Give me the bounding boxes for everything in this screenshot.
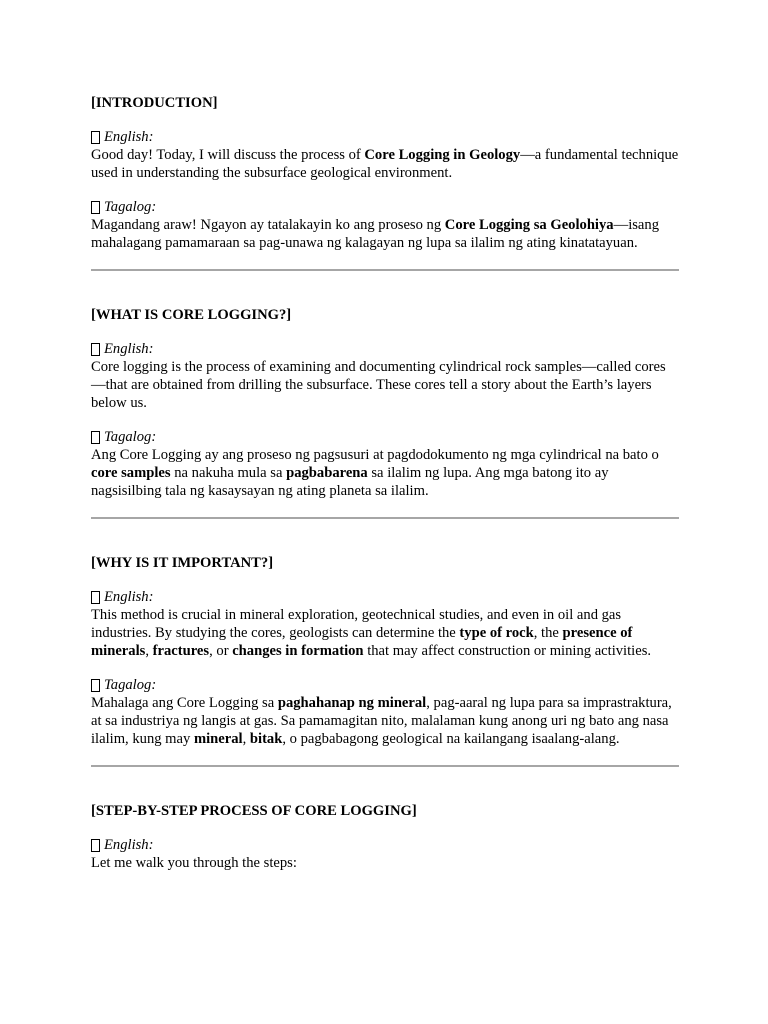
text-run: —a fundamental technique used in understanding the subsurface geological environment. (91, 147, 679, 181)
text-run: Ang Core Logging ay ang proseso ng pagsusuri at pagdodokumento ng mga cylindrical na bato o (91, 447, 659, 463)
text-run: —isang mahalagang pamamaraan sa pag-unawa ng kalagayan ng lupa sa ilalim ng ating kinatatayuan. (91, 217, 659, 251)
bold-text: paghahanap ng mineral (277, 695, 427, 711)
section (91, 94, 679, 252)
language-label (91, 676, 679, 694)
missing-glyph-icon (91, 201, 100, 214)
language-label-text: Tagalog: (104, 677, 157, 693)
language-label (91, 128, 679, 146)
text-run: , pag-aaral ng lupa para sa imprastraktura, at sa industriya ng langis at gas. Sa pamamagitan nito, malalaman kung anong uri ng bato ang nasa ilalim, kung may (91, 695, 672, 747)
text-run: that may affect construction or mining activities. (363, 643, 652, 659)
paragraph (91, 358, 679, 412)
paragraph (91, 694, 679, 748)
text-run: Magandang araw! Ngayon ay tatalakayin ko ang proseso ng (91, 217, 445, 233)
missing-glyph-icon (91, 431, 100, 444)
language-label (91, 588, 679, 606)
bold-text: core samples (91, 465, 171, 481)
text-run: This method is crucial in mineral exploration, geotechnical studies, and even in oil and gas industries. By studying the cores, geologists can determine the (91, 607, 622, 641)
section (91, 554, 679, 748)
missing-glyph-icon (91, 679, 100, 692)
text-run: Let me walk you through the steps: (91, 855, 297, 871)
bold-text: pagbabarena (286, 465, 368, 481)
missing-glyph-icon (91, 131, 100, 144)
language-label-text: Tagalog: (104, 429, 157, 445)
language-label-text: English: (104, 837, 154, 853)
language-label (91, 198, 679, 216)
missing-glyph-icon (91, 591, 100, 604)
bold-text: presence of minerals (91, 625, 633, 659)
text-run: , or (209, 643, 233, 659)
paragraph (91, 854, 679, 872)
text-run: Mahalaga ang Core Logging sa (91, 695, 278, 711)
language-label-text: Tagalog: (104, 199, 157, 215)
document-page (91, 94, 679, 872)
section-heading: [STEP-BY-STEP PROCESS OF CORE LOGGING] (91, 803, 417, 819)
bold-text: type of rock (459, 625, 534, 641)
text-run: , the (533, 625, 563, 641)
bold-text: fractures (152, 643, 210, 659)
missing-glyph-icon (91, 839, 100, 852)
paragraph (91, 606, 679, 660)
bold-text: mineral (193, 731, 243, 747)
section (91, 802, 679, 872)
text-run: Good day! Today, I will discuss the process of (91, 147, 365, 163)
text-run: , (242, 731, 250, 747)
text-run: Core logging is the process of examining and documenting cylindrical rock samples—called cores—that are obtained from drilling the subsurface. These cores tell a story about the Earth’s layers below us. (91, 359, 666, 411)
language-label-text: English: (104, 341, 154, 357)
text-run: , (145, 643, 153, 659)
bold-text: bitak (249, 731, 283, 747)
section-heading: [WHY IS IT IMPORTANT?] (91, 555, 274, 571)
missing-glyph-icon (91, 343, 100, 356)
language-label (91, 340, 679, 358)
bold-text: Core Logging sa Geolohiya (444, 217, 614, 233)
bold-text: changes in formation (232, 643, 364, 659)
section-heading: [WHAT IS CORE LOGGING?] (91, 307, 292, 323)
section-heading: [INTRODUCTION] (91, 95, 218, 111)
paragraph (91, 146, 679, 182)
text-run: sa ilalim ng lupa. Ang mga batong ito ay nagsisilbing tala ng kasaysayan ng ating planeta sa ilalim. (91, 465, 609, 499)
language-label-text: English: (104, 129, 154, 145)
paragraph (91, 446, 679, 500)
text-run: , o pagbabagong geological na kailangang isaalang-alang. (282, 731, 620, 747)
section (91, 306, 679, 500)
language-label-text: English: (104, 589, 154, 605)
paragraph (91, 216, 679, 252)
text-run: na nakuha mula sa (170, 465, 287, 481)
language-label (91, 836, 679, 854)
language-label (91, 428, 679, 446)
bold-text: Core Logging in Geology (364, 147, 521, 163)
